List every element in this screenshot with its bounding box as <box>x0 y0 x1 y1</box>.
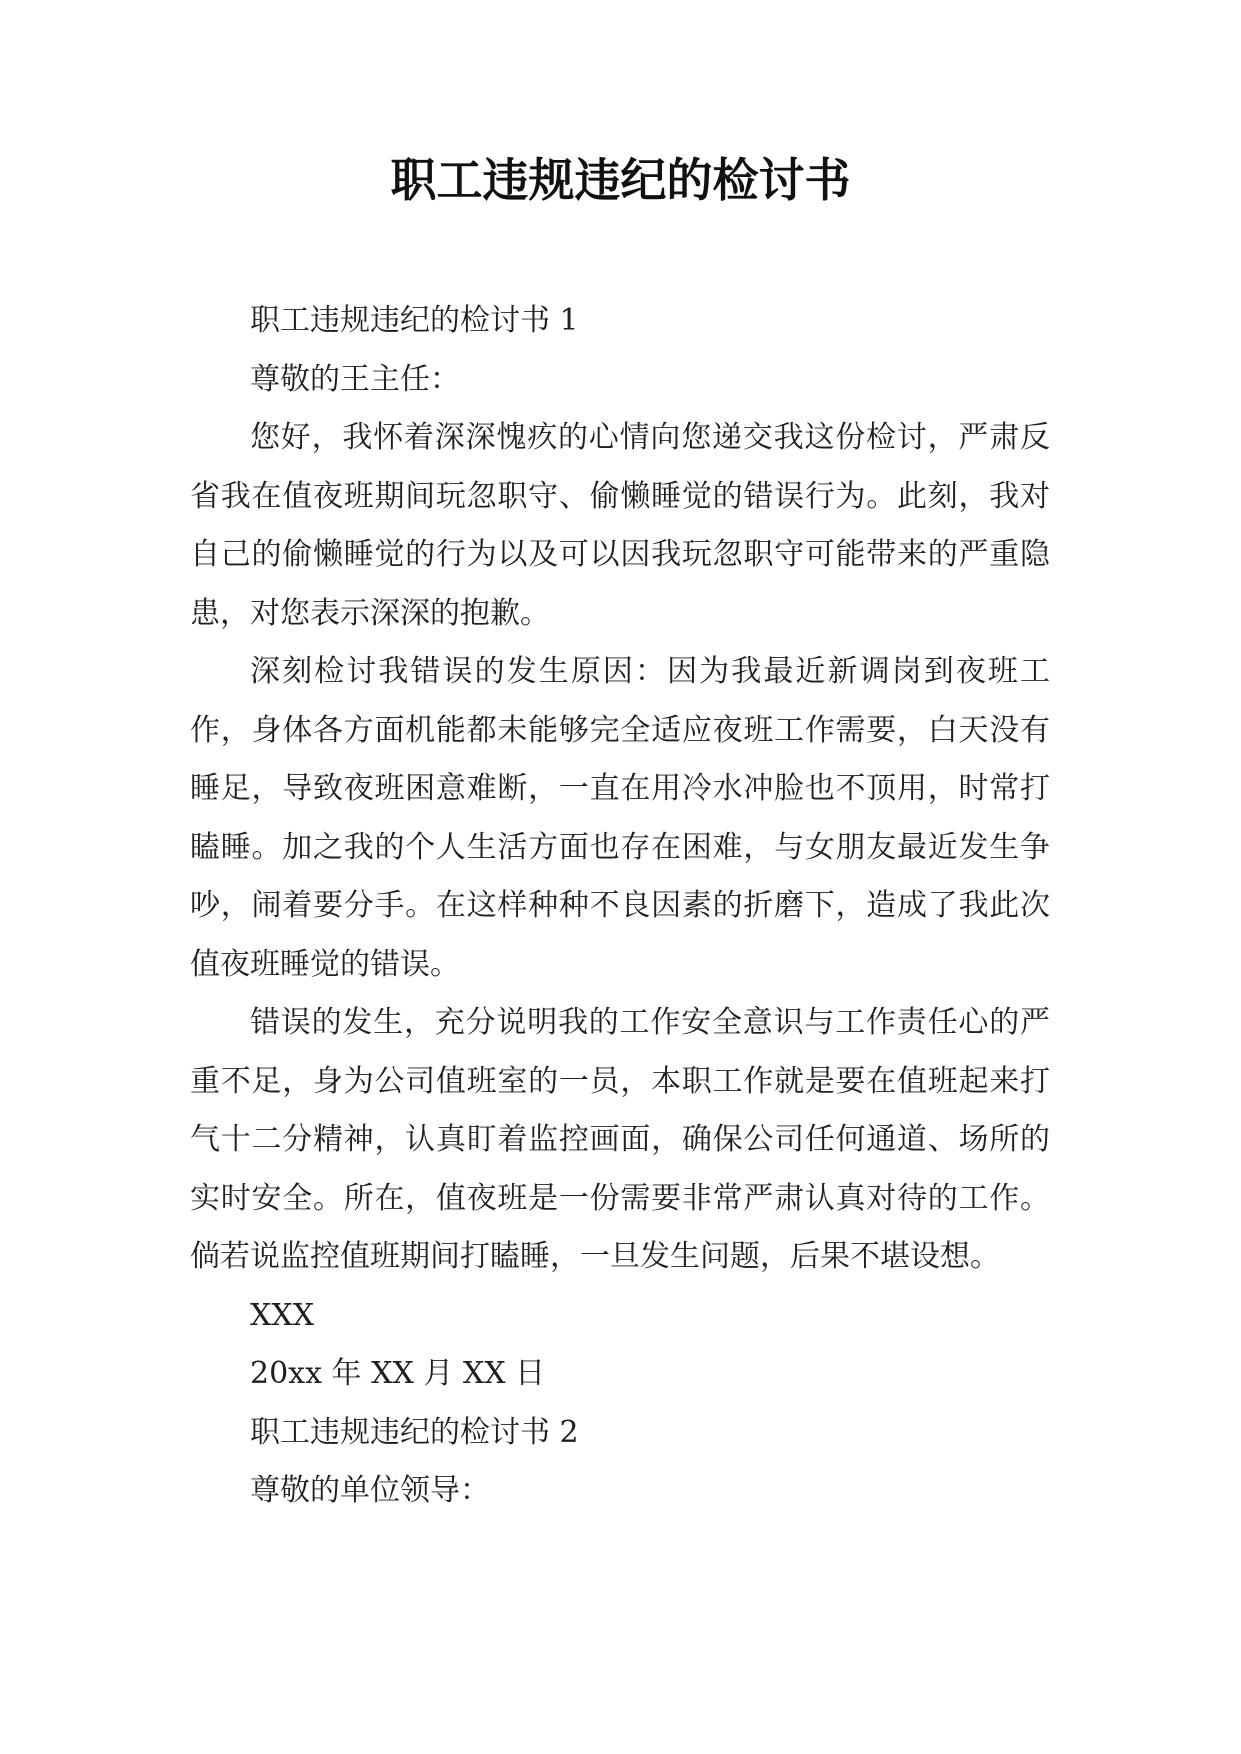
salutation: 尊敬的单位领导： <box>250 1473 490 1508</box>
paragraph: 您好，我怀着深深愧疚的心情向您递交我这份检讨，严肃反省我在值夜班期间玩忽职守、偷懒睡觉的错误行为。此刻，我对自己的偷懒睡觉的行为以及可以因我玩忽职守可能带来的严重隐患，对您表示深深的抱歉。 <box>190 420 1050 631</box>
signature: XXX <box>250 1297 315 1333</box>
date: 20xx 年 XX 月 XX 日 <box>250 1356 546 1391</box>
section-heading: 职工违规违纪的检讨书 2 <box>250 1414 579 1450</box>
salutation: 尊敬的王主任： <box>250 361 460 397</box>
paragraph: 深刻检讨我错误的发生原因：因为我最近新调岗到夜班工作，身体各方面机能都未能够完全适应夜班工作需要，白天没有睡足，导致夜班困意难断，一直在用冷水冲脸也不顶用，时常打瞌睡。加之我的个人生活方面也存在困难，与女朋友最近发生争吵，闹着要分手。在这样种种不良因素的折磨下，造成了我此次值夜班睡觉的错误。 <box>190 654 1050 982</box>
paragraph: 错误的发生，充分说明我的工作安全意识与工作责任心的严重不足，身为公司值班室的一员，本职工作就是要在值班起来打气十二分精神，认真盯着监控画面，确保公司任何通道、场所的实时安全。所在，值夜班是一份需要非常严肃认真对待的工作。倘若说监控值班期间打瞌睡，一旦发生问题，后果不堪设想。 <box>190 1005 1050 1274</box>
section-heading: 职工违规违纪的检讨书 1 <box>250 303 579 338</box>
document-body <box>190 292 1050 1521</box>
document-title: 职工违规违纪的检讨书 <box>390 153 851 207</box>
